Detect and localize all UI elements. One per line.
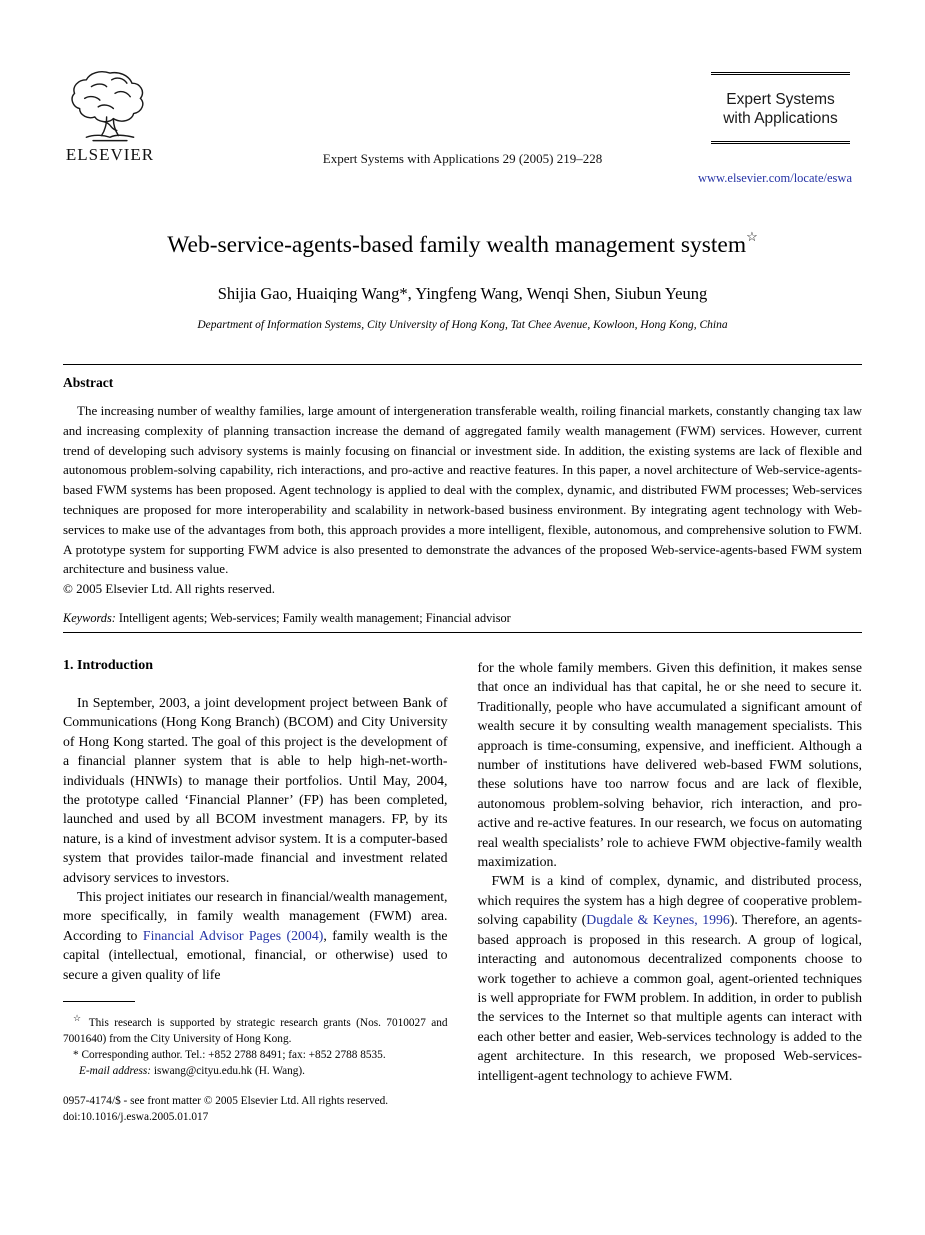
keywords-label: Keywords: xyxy=(63,611,116,625)
footnote-email xyxy=(63,1064,448,1080)
keywords-bottom-rule xyxy=(63,632,862,633)
abstract-copyright: © 2005 Elsevier Ltd. All rights reserved. xyxy=(63,581,276,597)
keywords-text: Intelligent agents; Web-services; Family wealth management; Financial advisor xyxy=(115,611,511,625)
article-title: Web-service-agents-based family wealth management system☆ xyxy=(167,229,758,258)
intro-paragraph-2: This project initiates our research in financial/wealth management, more specifically, in family wealth management (FWM) area. According to Financial Advisor Pages (2004), family wealth is the capital (intellectual, emotional, financial, or otherwise) used to secure a given quality of life xyxy=(63,889,448,982)
intro-paragraph-1: In September, 2003, a joint development project between Bank of Communications (Hong Kong Branch) (BCOM) and City University of Hong Kong started. The goal of this project is the development of a financial planner system that is able to help high-net-worth-individuals (HNWIs) to manage their portfolios. Until May, 2004, the prototype called ‘Financial Planner’ (FP) has been completed, launched and used by all BCOM investment managers. FP, by its nature, is a kind of investment advisor system. It is a computer-based system that provides tailor-made financial and investment related advisory services to investors. xyxy=(63,695,448,885)
intro-paragraph-3: for the whole family members. Given this definition, it makes sense that once an individual has that capital, he or she need to secure it. Traditionally, people who have accumulated a significant amount of wealth secure it by consulting wealth management specialists. This approach is time-consuming, expensive, and inefficient. Although a number of institutions have delivered web-based FWM solutions, these solutions have too narrow focus and are lack of flexible, autonomous problem-solving behavior, rich interaction, and pro-active and re-active features. In our research, we focus on automating real wealth specialists’ role to achieve FWM objective-family wealth maximization. xyxy=(477,660,862,870)
journal-masthead xyxy=(711,72,850,144)
affiliation: Department of Information Systems, City University of Hong Kong, Tat Chee Avenue, Kowloon, Hong Kong, China xyxy=(197,319,728,331)
imprint-block xyxy=(63,1094,448,1126)
journal-website-link[interactable]: www.elsevier.com/locate/eswa xyxy=(698,171,852,185)
elsevier-wordmark: ELSEVIER xyxy=(65,145,155,164)
abstract-heading: Abstract xyxy=(63,375,114,390)
citation-financial-advisor-pages[interactable]: Financial Advisor Pages (2004) xyxy=(142,927,324,943)
citation-dugdale-keynes[interactable]: Dugdale & Keynes, 1996 xyxy=(586,912,730,928)
masthead-bottom-rule xyxy=(711,141,850,144)
author-list: Shijia Gao, Huaiqing Wang*, Yingfeng Wang, Wenqi Shen, Siubun Yeung xyxy=(217,284,708,303)
footnote-grant: ☆ This research is supported by strategic research grants (Nos. 7010027 and 7001640) from the City University of Hong Kong. xyxy=(63,1013,448,1045)
email-address: iswang@cityu.edu.hk (H. Wang). xyxy=(151,1064,305,1077)
keywords-line xyxy=(63,611,862,626)
title-footnote-star: ☆ xyxy=(746,229,758,244)
intro-paragraph-4: FWM is a kind of complex, dynamic, and distributed process, which requires the system has a high degree of cooperative problem-solving capability (Dugdale & Keynes, 1996). Therefore, an agents-based approach is proposed in this research. A group of logical, interacting and autonomous decentralized components choose to work together to achieve a common goal, agent-oriented techniques is well appropriate for FWM problem. In addition, in order to publish the services to the Internet so that multiple agents can interact with each other better and easier, Web-services technology is added to the agent architecture. In this research, we proposed Web-services-intelligent-agent technology to achieve FWM. xyxy=(477,873,862,1083)
issn-line: 0957-4174/$ - see front matter © 2005 Elsevier Ltd. All rights reserved. xyxy=(63,1095,389,1108)
doi-line: doi:10.1016/j.eswa.2005.01.017 xyxy=(63,1111,209,1124)
footnotes xyxy=(63,1001,448,1126)
body-columns xyxy=(63,658,862,1126)
abstract-top-rule xyxy=(63,364,862,365)
footnote-separator xyxy=(63,1001,135,1002)
abstract-body xyxy=(63,401,862,599)
abstract-text: The increasing number of wealthy families, large amount of intergeneration transferable wealth, roiling financial markets, constantly changing tax law and increasing complexity of planning transaction increase the demand of aggregated family wealth management (FWM) services. However, current trend of developing such advisory systems is mainly focusing on financial or investment side. In addition, the existing systems are lack of flexible and autonomous problem-solving capability, rich interactions, and pro-active and reactive features. In this paper, a novel architecture of Web-service-agents-based FWM systems has been proposed. Agent technology is applied to deal with the complex, dynamic, and distributed FWM processes; Web-services techniques are proposed for more interoperability and scalability in network-based business environment. By integrating agent technology with Web-services to make use of the advantages from both, this approach provides a more intelligent, flexible, autonomous, and comprehensive solution to FWM. A prototype system for supporting FWM advice is also presented to demonstrate the advances of the proposed Web-service-agents-based FWM system architecture and business value. xyxy=(63,403,862,577)
journal-name: Expert Systems with Applications xyxy=(723,91,838,127)
section-1-heading: 1. Introduction xyxy=(63,658,153,673)
left-column xyxy=(63,658,448,1126)
footnote-corresponding-author: * Corresponding author. Tel.: +852 2788 8491; fax: +852 2788 8535. xyxy=(73,1048,386,1061)
elsevier-tree-icon xyxy=(64,68,156,144)
right-column xyxy=(478,658,863,1126)
footnote-star-marker: ☆ xyxy=(73,1013,84,1024)
journal-citation: Expert Systems with Applications 29 (2005) 219–228 xyxy=(322,151,603,166)
email-label: E-mail address: xyxy=(79,1064,152,1077)
